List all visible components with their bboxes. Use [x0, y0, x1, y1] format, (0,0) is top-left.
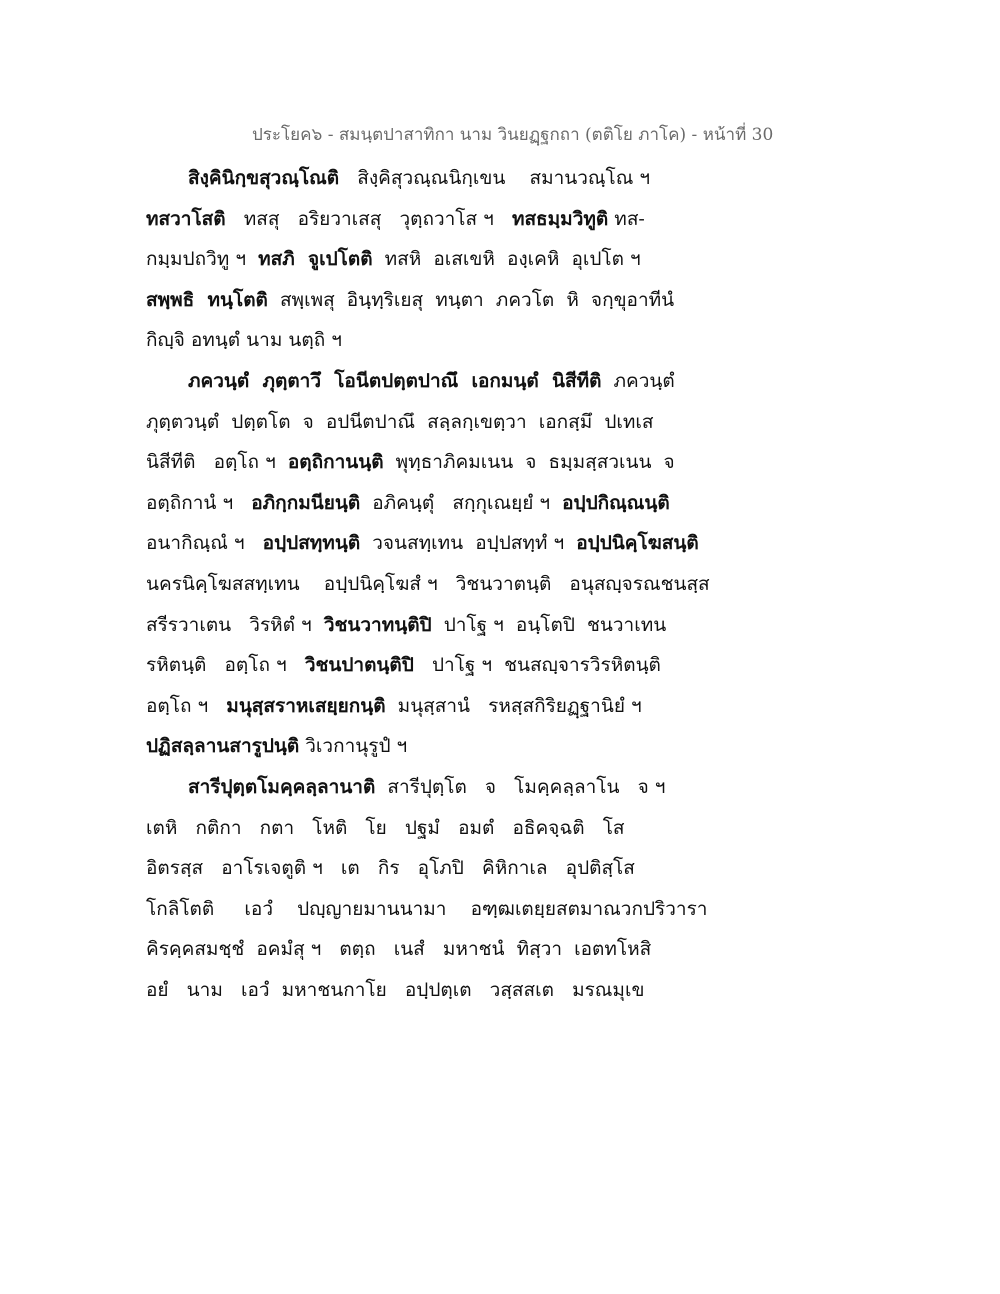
- text-run: ปาโฐ ฯ ชนสญฺจารวิรหิตนฺติ: [413, 654, 661, 677]
- paragraph: [146, 767, 706, 1011]
- text-run: อนากิณฺณํ ฯ: [146, 532, 263, 555]
- headword: วิชนปาตนฺติปิ: [304, 654, 414, 677]
- text-run: ทสหิ อเสเขหิ องฺเคหิ อุเปโต ฯ: [372, 248, 641, 271]
- body-text: [146, 158, 710, 1010]
- text-run: นครนิคฺโฆสสทฺเทน อปฺปนิคฺโฆสํ ฯ วิชนวาตนฺติ อนุสญฺจรณชนสฺส: [146, 572, 710, 595]
- text-run: อยํ นาม เอวํ มหาชนกาโย อปฺปตฺเต วสฺสสเต มรณมุเข: [146, 978, 645, 1001]
- text-run: สารีปุตฺโต จ โมคฺคลฺลาโน จ ฯ: [375, 775, 666, 798]
- headword: อปฺปนิคฺโฆสนฺติ: [576, 532, 699, 555]
- text-run: รหิตนฺติ อตฺโถ ฯ: [146, 654, 305, 677]
- paragraph: [146, 158, 706, 361]
- text-line: [146, 605, 706, 646]
- text-line: [146, 158, 706, 199]
- headword: อปฺปสทฺทนฺติ: [262, 532, 361, 555]
- text-run: ทสสุ อริยวาเสสุ วุตฺถวาโส ฯ: [225, 207, 512, 230]
- headword: อภิกฺกมนียนฺติ: [251, 491, 361, 514]
- text-line: [146, 442, 706, 483]
- text-run: อภิคนฺตุํ สกฺกุเณยฺยํ ฯ: [360, 491, 563, 514]
- text-line: [146, 320, 706, 361]
- text-run: วจนสทฺเทน อปฺปสทฺทํ ฯ: [360, 532, 577, 555]
- text-run: กิญฺจิ อทนฺตํ นาม นตฺถิ ฯ: [146, 329, 342, 352]
- text-line: [146, 523, 706, 564]
- headword: ทสภิ จูเปโตติ: [258, 248, 373, 271]
- text-line: [146, 808, 706, 849]
- headword: สพฺพธิ ทนฺโตติ: [146, 288, 268, 311]
- text-line: [146, 280, 706, 321]
- text-line: [146, 199, 706, 240]
- text-run: สพฺเพสุ อินฺทฺริเยสุ ทนฺตา ภควโต หิ จกฺขุอาทีนํ: [267, 288, 675, 311]
- text-line: [146, 889, 706, 930]
- text-run: อิตรสฺส อาโรเจตูติ ฯ เต กิร อุโภปิ คิหิกาเล อุปติสฺโส: [146, 857, 635, 880]
- text-run: ภุตฺตวนฺตํ ปตฺตโต จ อปนีตปาณึ สลฺลกฺเขตฺวา เอกสฺมึ ปเทเส: [146, 410, 654, 433]
- text-run: อตฺโถ ฯ: [146, 694, 227, 717]
- headword: สารีปุตฺตโมคฺคลฺลานาติ: [188, 775, 376, 798]
- text-run: สรีรวาเตน วิรหิตํ ฯ: [146, 613, 324, 636]
- text-line: [146, 645, 706, 686]
- text-run: พุทฺธาภิคมเนน จ ธมฺมสฺสวเนน จ: [383, 451, 675, 474]
- text-run: โกลิโตติ เอวํ ปญฺญายมานนามา อฑฺฒเตยฺยสตมาณวกปริวารา: [146, 897, 708, 920]
- paragraph: [146, 361, 710, 767]
- headword: ทสธมฺมวิทูติ: [511, 207, 609, 230]
- text-run: ปาโฐ ฯ อนฺโตปิ ชนวาเทน: [431, 613, 667, 636]
- headword: อตฺถิกานนฺติ: [287, 451, 384, 474]
- text-line: [146, 726, 706, 767]
- text-line: [146, 848, 706, 889]
- headword: ปฏิสลฺลานสารูปนฺติ: [146, 735, 300, 758]
- headword: ทสวาโสติ: [146, 207, 226, 230]
- text-line: [146, 402, 706, 443]
- headword: สิงฺคินิกฺขสุวณฺโณติ: [188, 167, 340, 189]
- text-run: คิรคฺคสมชฺชํ อคมํสุ ฯ ตตฺถ เนสํ มหาชนํ ทิสฺวา เอตทโหสิ: [146, 938, 652, 961]
- text-run: ภควนฺตํ: [601, 369, 675, 392]
- headword: วิชนวาทนฺติปิ: [323, 613, 432, 636]
- text-line: [146, 929, 706, 970]
- headword: มนุสฺสราหเสยฺยกนฺติ: [226, 694, 386, 717]
- page-header: ประโยค๖ - สมนฺตปาสาทิกา นาม วินยฏฺฐกถา (ตติโย ภาโค) - หน้าที่ 30: [252, 125, 774, 145]
- text-line: [146, 239, 706, 280]
- text-run: มนุสฺสานํ รหสฺสกิริยฏฺฐานิยํ ฯ: [385, 694, 642, 717]
- text-run: กมฺมปถวิทู ฯ: [146, 248, 259, 271]
- text-run: ทส-: [608, 207, 645, 230]
- headword: ภควนฺตํ ภุตฺตาวึ โอนีตปตฺตปาณึ เอกมนฺตํ นิสีทีติ: [188, 369, 602, 392]
- text-line: [146, 564, 710, 605]
- headword: อปฺปกิณฺณนฺติ: [562, 491, 670, 514]
- text-line: [146, 767, 706, 808]
- text-line: [146, 970, 706, 1011]
- text-run: เตหิ กติกา กตา โหติ โย ปฐมํ อมตํ อธิคจฺฉติ โส: [146, 816, 625, 839]
- text-run: อตฺถิกานํ ฯ: [146, 491, 252, 514]
- text-run: วิเวกานุรูปํ ฯ: [299, 735, 408, 758]
- text-line: [146, 361, 706, 402]
- text-run: สิงฺคิสุวณฺณนิกฺเขน สมานวณฺโณ ฯ: [339, 167, 651, 189]
- text-line: [146, 483, 706, 524]
- text-run: นิสีทีติ อตฺโถ ฯ: [146, 451, 288, 474]
- text-line: [146, 686, 706, 727]
